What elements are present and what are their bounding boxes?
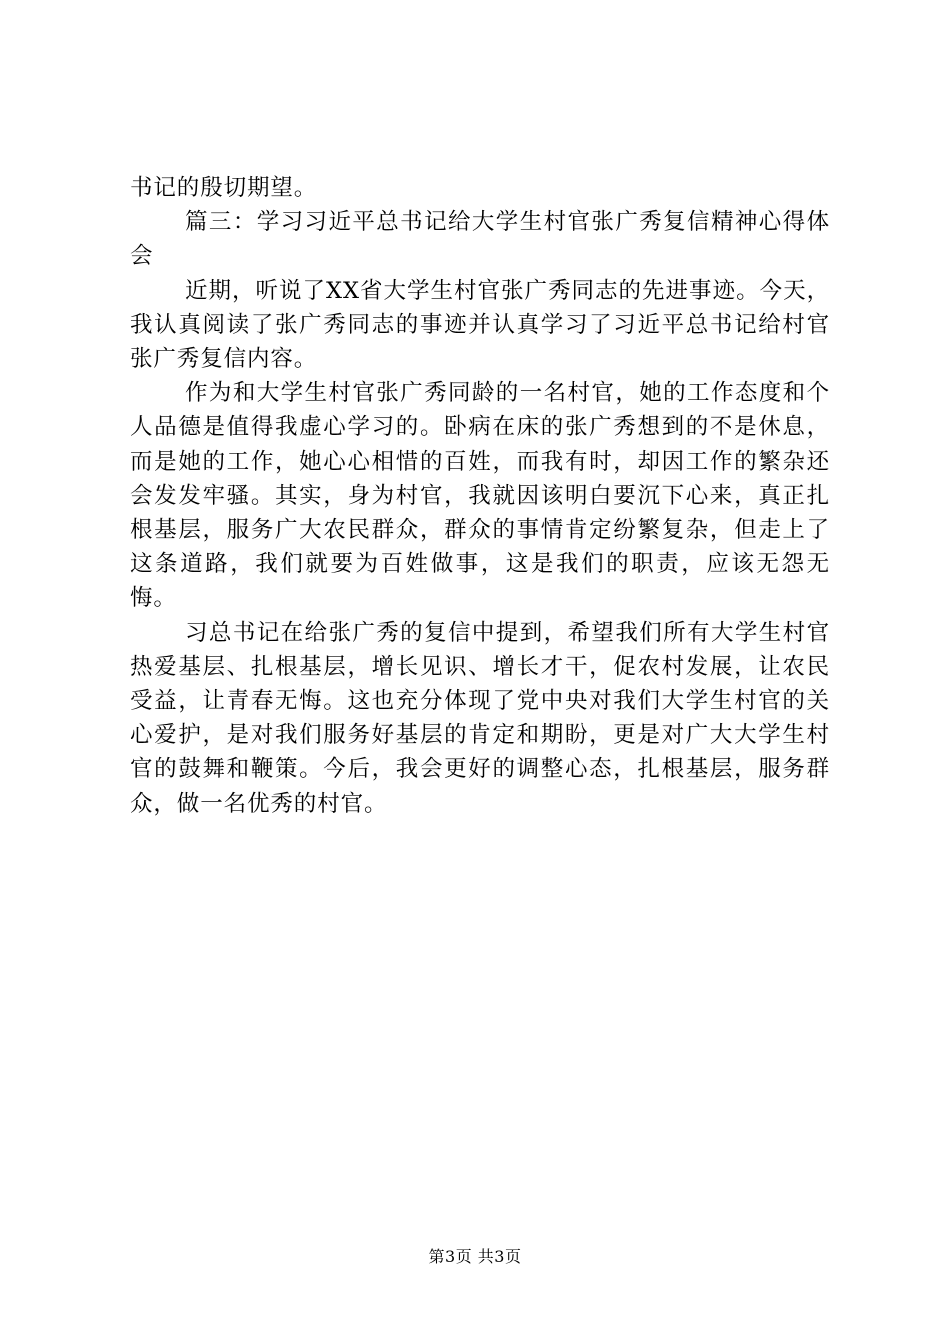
paragraph-reflection: 作为和大学生村官张广秀同龄的一名村官，她的工作态度和个人品德是值得我虚心学习的。卧病在床的张广秀想到的不是休息，而是她的工作，她心心相惜的百姓，而我有时，却因工作的繁杂还会发发牢骚。其实，身为村官，我就因该明白要沉下心来，真正扎根基层，服务广大农民群众，群众的事情肯定纷繁复杂，但走上了这条道路，我们就要为百姓做事，这是我们的职责，应该无怨无悔。 — [130, 380, 830, 612]
paragraph-continuation: 书记的殷切期望。 — [130, 175, 318, 201]
page-number-label: 第3页 共3页 — [428, 1247, 522, 1266]
section-heading: 篇三：学习习近平总书记给大学生村官张广秀复信精神心得体会 — [130, 209, 830, 270]
paragraph-intro: 近期，听说了XX省大学生村官张广秀同志的先进事迹。今天，我认真阅读了张广秀同志的事迹并认真学习了习近平总书记给村官张广秀复信内容。 — [130, 277, 830, 373]
page-footer — [0, 1244, 950, 1267]
document-body — [130, 171, 830, 821]
paragraph-conclusion: 习总书记在给张广秀的复信中提到，希望我们所有大学生村官热爱基层、扎根基层，增长见识、增长才干，促农村发展，让农民受益，让青春无悔。这也充分体现了党中央对我们大学生村官的关心爱护，是对我们服务好基层的肯定和期盼，更是对广大大学生村官的鼓舞和鞭策。今后，我会更好的调整心态，扎根基层，服务群众，做一名优秀的村官。 — [130, 619, 830, 817]
